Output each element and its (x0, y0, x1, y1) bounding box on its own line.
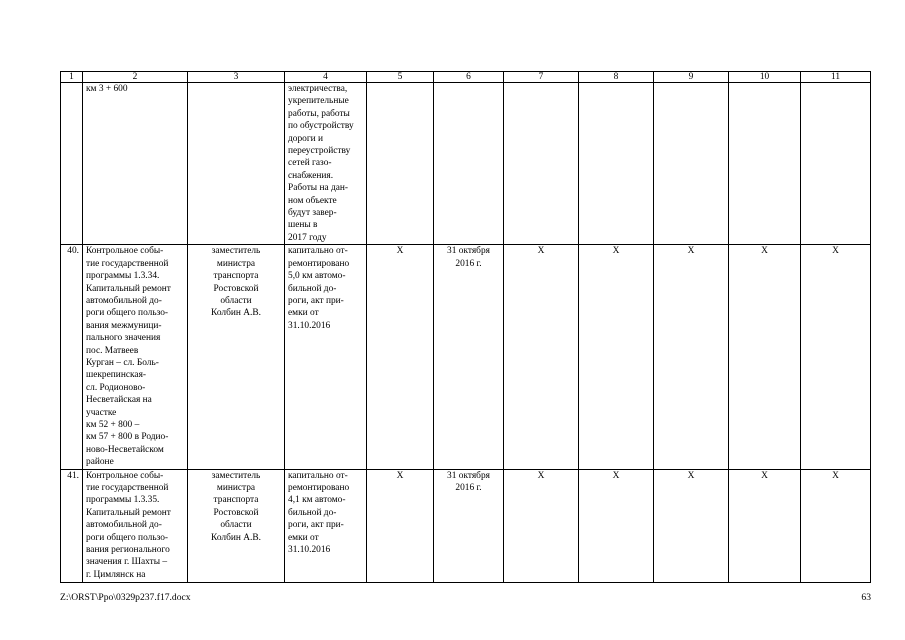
row-number: 40. (61, 245, 83, 469)
table-row (61, 469, 871, 582)
cell-mark: X (504, 245, 579, 469)
result-description: капитально от- ремонтировано 5,0 км автомо- бильной до- роги, акт при- емки от 31.10.2016 (285, 245, 367, 469)
column-number: 5 (367, 72, 434, 83)
cell-mark: X (367, 245, 434, 469)
result-description: электричества, укрепительные работы, работы по обустройству дороги и переустройству сетей газо- снабжения. Работы на дан- ном объекте будут завер- шены в 2017 году (285, 83, 367, 245)
column-number: 9 (654, 72, 729, 83)
responsible-person: заместитель министра транспорта Ростовской области Колбин А.В. (188, 469, 285, 582)
column-number: 4 (285, 72, 367, 83)
page-number: 63 (861, 592, 871, 603)
column-number-row (61, 72, 871, 83)
event-description: Контрольное собы- тие государственной программы 1.3.34. Капитальный ремонт автомобильной до- роги общего пользо- вания межмуници- пального значения пос. Матвеев Курган – сл. Боль- шекрепинская- сл. Родионово- Несветайская на участке км 52 + 800 – км 57 + 800 в Родио- ново-Несветайском районе (83, 245, 188, 469)
cell-mark: X (654, 469, 729, 582)
cell-mark: X (579, 245, 654, 469)
due-date: 31 октября 2016 г. (434, 469, 504, 582)
cell-mark: X (729, 469, 801, 582)
event-description: Контрольное собы- тие государственной программы 1.3.35. Капитальный ремонт автомобильной до- роги общего пользо- вания регионального значения г. Шахты – г. Цимлянск на (83, 469, 188, 582)
column-number: 11 (801, 72, 871, 83)
column-number: 7 (504, 72, 579, 83)
result-description: капитально от- ремонтировано 4,1 км автомо- бильной до- роги, акт при- емки от 31.10.2016 (285, 469, 367, 582)
continuation-row (61, 83, 871, 245)
column-number: 2 (83, 72, 188, 83)
events-table (60, 71, 871, 583)
cell-mark: X (367, 469, 434, 582)
row-number: 41. (61, 469, 83, 582)
cell-mark: X (729, 245, 801, 469)
column-number: 1 (61, 72, 83, 83)
cell-mark: X (579, 469, 654, 582)
footer-file-path: Z:\ORST\Ppo\0329p237.f17.docx (60, 592, 191, 603)
event-description: км 3 + 600 (83, 83, 188, 245)
column-number: 8 (579, 72, 654, 83)
cell-mark: X (654, 245, 729, 469)
table-row (61, 245, 871, 469)
due-date: 31 октября 2016 г. (434, 245, 504, 469)
cell-mark: X (801, 469, 871, 582)
column-number: 10 (729, 72, 801, 83)
column-number: 3 (188, 72, 285, 83)
cell-mark: X (801, 245, 871, 469)
responsible-person: заместитель министра транспорта Ростовской области Колбин А.В. (188, 245, 285, 469)
cell-mark: X (504, 469, 579, 582)
column-number: 6 (434, 72, 504, 83)
